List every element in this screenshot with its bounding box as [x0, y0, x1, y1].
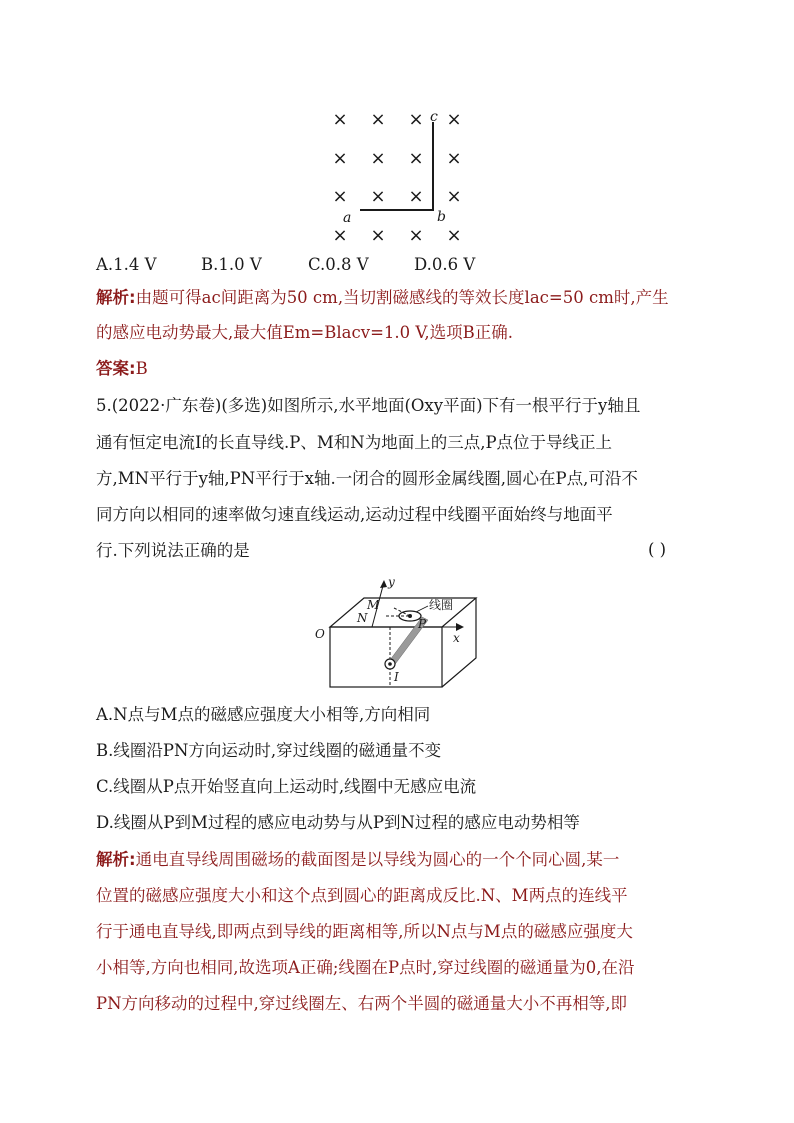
- field-cross: ×: [332, 225, 348, 246]
- field-cross: ×: [332, 109, 348, 130]
- label-coil: 线圈: [429, 598, 454, 612]
- analysis-text: 通电直导线周围磁场的截面图是以导线为圆心的一个个同心圆,某一: [135, 850, 620, 869]
- figure-magnetic-field: [320, 100, 480, 250]
- field-cross: ×: [370, 148, 386, 169]
- field-cross: ×: [332, 186, 348, 207]
- q5-analysis-line: 小相等,方向也相同,故选项A正确;线圈在P点时,穿过线圈的磁通量为0,在沿: [96, 958, 635, 977]
- q5-stem-line: 5.(2022·广东卷)(多选)如图所示,水平地面(Oxy平面)下有一根平行于y轴且: [96, 396, 641, 415]
- answer-value: B: [135, 359, 148, 378]
- field-cross: ×: [446, 225, 462, 246]
- point-p: [408, 614, 412, 618]
- label-O: O: [315, 627, 325, 641]
- q5-analysis-line: 位置的磁感应强度大小和这个点到圆心的距离成反比.N、M两点的连线平: [96, 886, 628, 905]
- field-cross: ×: [370, 225, 386, 246]
- q5-stem-line: 行.下列说法正确的是: [96, 541, 250, 560]
- field-cross: ×: [408, 109, 424, 130]
- field-cross: ×: [408, 225, 424, 246]
- q5-analysis-line: PN方向移动的过程中,穿过线圈左、右两个半圆的磁通量大小不再相等,即: [96, 994, 628, 1013]
- q5-stem-line: 同方向以相同的速率做匀速直线运动,运动过程中线圈平面始终与地面平: [96, 505, 613, 524]
- label-P: P: [418, 617, 427, 631]
- label-M: M: [367, 598, 380, 612]
- field-cross: ×: [370, 109, 386, 130]
- answer-label: 答案:: [96, 359, 136, 378]
- q4-choices: [96, 254, 475, 276]
- choice-b: B.1.0 V: [201, 255, 262, 274]
- field-cross: ×: [446, 186, 462, 207]
- analysis-label: 解析:: [96, 288, 136, 307]
- field-cross: ×: [408, 186, 424, 207]
- q4-analysis-line: [96, 287, 669, 309]
- field-cross: ×: [370, 186, 386, 207]
- q5-option-d: D.线圈从P到M过程的感应电动势与从P到N过程的感应电动势相等: [96, 813, 580, 832]
- q5-option-a: A.N点与M点的磁感应强度大小相等,方向相同: [96, 705, 431, 724]
- q5-option-c: C.线圈从P点开始竖直向上运动时,线圈中无感应电流: [96, 777, 477, 796]
- field-cross: ×: [332, 148, 348, 169]
- field-cross: ×: [446, 148, 462, 169]
- field-cross: ×: [408, 148, 424, 169]
- label-x: x: [453, 631, 460, 645]
- label-N: N: [357, 611, 368, 625]
- q5-stem-line: 方,MN平行于y轴,PN平行于x轴.一闭合的圆形金属线圈,圆心在P点,可沿不: [96, 469, 638, 488]
- current-dot: [388, 662, 392, 666]
- q5-stem-line: 通有恒定电流I的长直导线.P、M和N为地面上的三点,P点位于导线正上: [96, 433, 613, 452]
- y-axis-arrow: [380, 580, 387, 588]
- label-a: a: [343, 210, 352, 226]
- q4-analysis-line: 的感应电动势最大,最大值Em=Blacv=1.0 V,选项B正确.: [96, 323, 514, 342]
- field-cross: ×: [446, 109, 462, 130]
- analysis-text: 由题可得ac间距离为50 cm,当切割磁感线的等效长度lac=50 cm时,产生: [135, 288, 669, 307]
- coil-leader: [416, 606, 428, 612]
- label-y: y: [388, 575, 395, 589]
- answer-blank: ( ): [648, 540, 667, 559]
- box-front-face: [330, 627, 442, 687]
- choice-c: C.0.8 V: [308, 255, 369, 274]
- q5-analysis-line: 行于通电直导线,即两点到导线的距离相等,所以N点与M点的磁感应强度大: [96, 922, 633, 941]
- x-axis-arrow: [456, 623, 464, 631]
- choice-a: A.1.4 V: [96, 255, 157, 274]
- label-c: c: [430, 109, 438, 125]
- q5-option-b: B.线圈沿PN方向运动时,穿过线圈的磁通量不变: [96, 741, 442, 760]
- q5-analysis-line: [96, 849, 619, 871]
- choice-d: D.0.6 V: [414, 255, 476, 274]
- analysis-label: 解析:: [96, 850, 136, 869]
- q4-answer: [96, 358, 148, 380]
- figure-ground-wire: [310, 572, 490, 697]
- label-I: I: [394, 670, 399, 684]
- cross-grid: [332, 109, 461, 246]
- label-b: b: [437, 209, 446, 225]
